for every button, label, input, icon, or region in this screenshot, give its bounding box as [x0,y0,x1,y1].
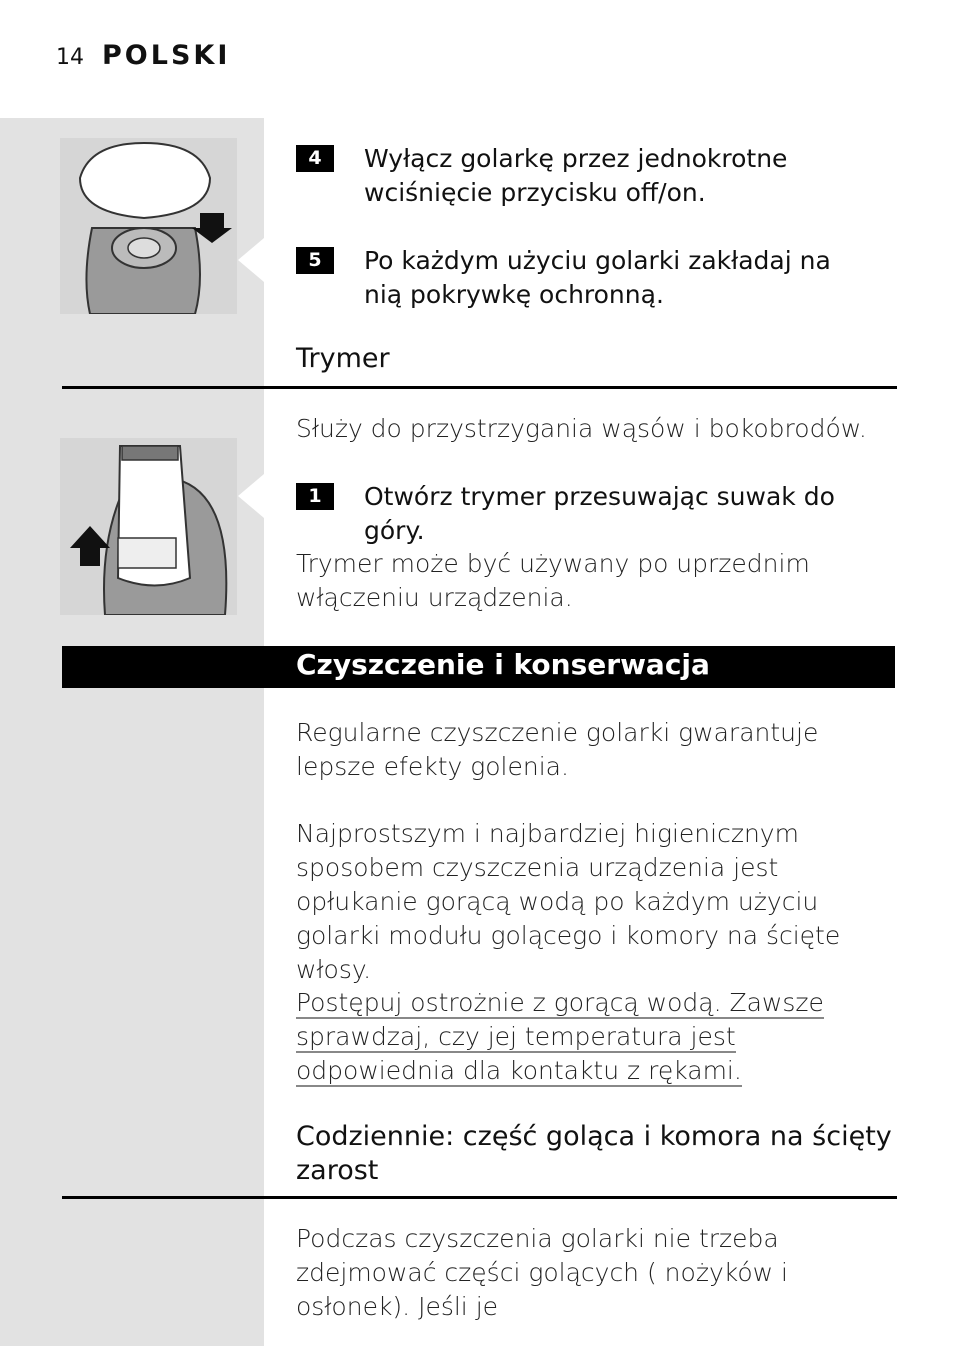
page-header [56,40,230,71]
trymer-intro: Służy do przystrzygania wąsów i bokobrodów. [296,414,867,443]
step-number-badge: 4 [296,145,334,172]
step-1 [296,480,876,548]
trymer-heading: Trymer [296,343,390,374]
divider [62,1196,897,1199]
step-number-badge: 1 [296,483,334,510]
page-number: 14 [56,45,84,70]
step-text: Po każdym użyciu golarki zakładaj na nią pokrywkę ochronną. [364,246,831,309]
hot-water-warning [296,986,896,1088]
daily-cleaning-heading: Codziennie: część goląca i komora na ścięty zarost [296,1121,892,1186]
step-5 [296,244,876,312]
trymer-note: Trymer może być używany po uprzednim włączeniu urządzenia. [296,549,810,612]
image-pointer [238,238,264,282]
cleaning-paragraph-1: Regularne czyszczenie golarki gwarantuje lepsze efekty golenia. [296,718,819,781]
section-heading: Czyszczenie i konserwacja [296,648,710,681]
step-text: Wyłącz golarkę przez jednokrotne wciśnięcie przycisku off/on. [364,144,788,207]
step-text: Otwórz trymer przesuwając suwak do góry. [364,482,835,545]
trimmer-open-illustration [60,438,237,615]
step-number-badge: 5 [296,247,334,274]
cleaning-paragraph-2: Najprostszym i najbardziej higienicznym sposobem czyszczenia urządzenia jest opłukanie gorącą wodą po każdym użyciu golarki modułu golącego i komory na ścięte włosy. [296,819,841,984]
warning-text: Postępuj ostrożnie z gorącą wodą. Zawsze sprawdzaj, czy jej temperatura jest odpowiednia dla kontaktu z rękami. [296,988,824,1085]
divider [62,386,897,389]
shaver-with-cap-illustration [60,138,237,314]
section-heading-bar [62,646,895,688]
cleaning-paragraph-3: Podczas czyszczenia golarki nie trzeba zdejmować części golących ( nożyków i osłonek). Jeśli je [296,1224,788,1321]
language-title: POLSKI [102,40,231,71]
step-4 [296,142,876,210]
image-pointer [238,474,264,518]
